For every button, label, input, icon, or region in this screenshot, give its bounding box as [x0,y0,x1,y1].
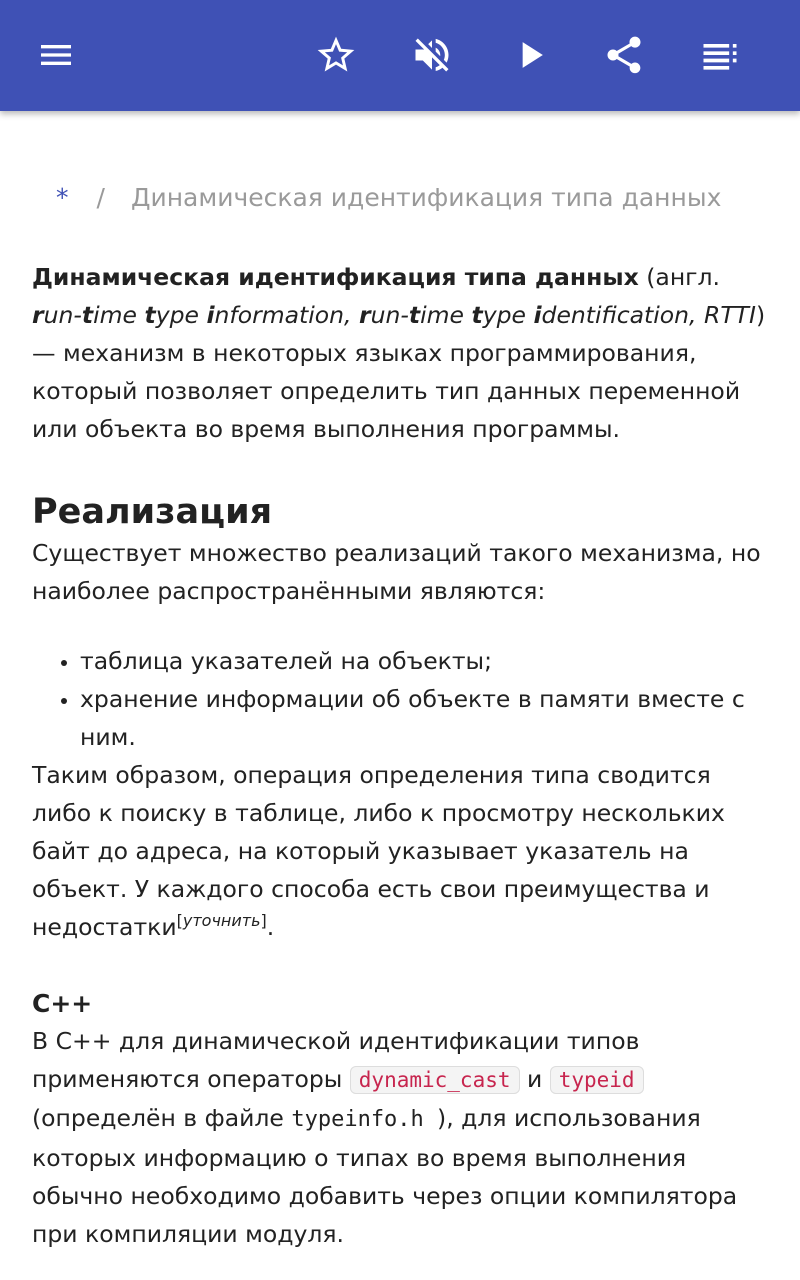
playlist-icon [698,33,742,77]
bookmark-button[interactable] [308,27,364,83]
article [32,170,768,1253]
code-dynamic-cast: dynamic_cast [350,1066,520,1094]
section-heading-cpp: C++ [32,989,93,1018]
star-outline-icon [314,33,358,77]
breadcrumb-home-link[interactable]: * [56,183,69,212]
mute-button[interactable] [404,27,460,83]
intro-text-rest: ) — механизм в некоторых языках программирования, который позволяет определить тип данных переменной или объекта во время выполнения программы. [32,301,766,443]
breadcrumb-separator: / [96,183,105,212]
share-button[interactable] [596,27,652,83]
menu-button[interactable] [28,27,84,83]
intro-term: Динамическая идентификация типа данных [32,263,639,291]
app-bar [0,0,800,111]
list-item: • хранение информации об объекте в памяти вместе с ним. [80,680,768,756]
implementation-paragraph: Существует множество реализаций такого механизма, но наиболее распространёнными являются: [32,539,761,605]
volume-off-icon [410,33,454,77]
share-icon [602,33,646,77]
code-typeid: typeid [550,1066,644,1094]
citation-needed: [уточнить] [176,911,267,931]
cpp-paragraph: В C++ для динамической идентификации типов применяются операторы dynamic_cast и typeid (определён в файле typeinfo.h ), для использования которых информацию о типах во время выполнения обычно необходимо добавить через опции компилятора при компиляции модуля. [32,1027,738,1248]
list-item: • таблица указателей на объекты; [80,642,768,680]
contents-button[interactable] [692,27,748,83]
menu-icon [36,35,76,75]
implementation-conclusion: Таким образом, операция определения типа сводится либо к поиску в таблице, либо к просмотру нескольких байт до адреса, на который указывает указатель на объект. У каждого способа есть свои преимущества и недостатки[уточнить]. [32,761,725,941]
play-button[interactable] [502,27,558,83]
implementation-list [32,642,768,756]
breadcrumb-current: Динамическая идентификация типа данных [130,183,722,212]
breadcrumb [32,170,768,226]
code-typeinfo-h: typeinfo.h [291,1107,438,1132]
play-icon [508,33,552,77]
intro-paragraph [32,258,768,448]
rtti-expansion: run-time type information, run-time type identification, RTTI [32,301,756,329]
intro-text: (англ. [638,263,721,291]
citation-needed-link[interactable]: уточнить [182,911,261,931]
section-heading-implementation: Реализация [32,492,273,532]
